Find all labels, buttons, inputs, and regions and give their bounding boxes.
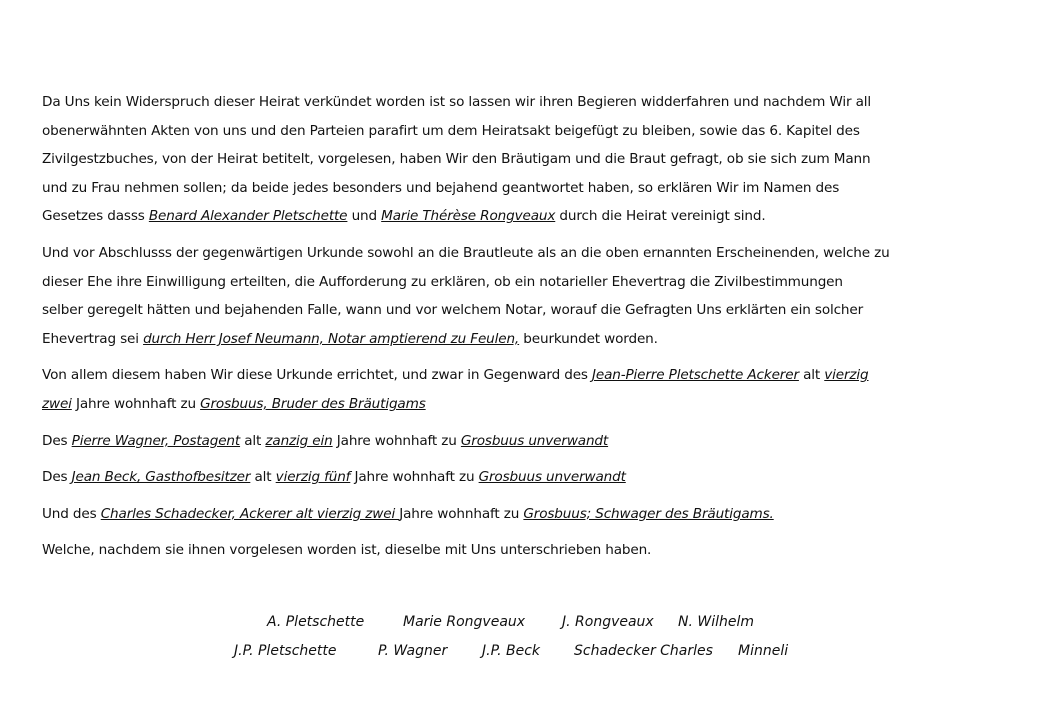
text-fragment: Von allem diesem haben Wir diese Urkunde errichtet, und zwar in Gegenward des	[42, 367, 593, 384]
signature: Schadecker Charles	[574, 643, 713, 659]
paragraph-closing	[42, 536, 1002, 565]
witness-age: vierzig fünf	[275, 469, 351, 486]
witness-name: Jean-Pierre Pletschette Ackerer	[592, 367, 799, 384]
text-fragment: beurkundet worden.	[519, 330, 658, 347]
paragraph-witness-2	[42, 427, 1002, 456]
text-fragment: Jahre wohnhaft zu	[399, 505, 524, 522]
text-line: obenerwähnten Akten von uns und den Parteien parafirt um dem Heiratsakt beigefügt zu bleiben, sowie das 6. Kapitel des	[42, 122, 860, 139]
text-line: und zu Frau nehmen sollen; da beide jedes besonders und bejahend geantwortet haben, so erklären Wir im Namen des	[42, 179, 840, 196]
witness-age: zwei	[42, 395, 72, 412]
text-line: selber geregelt hätten und bejahenden Falle, wann und vor welchem Notar, worauf die Gefragten Uns erklärten ein solcher	[42, 302, 864, 319]
text-line	[42, 500, 1002, 529]
text-line	[42, 427, 1002, 456]
text-fragment: alt	[250, 469, 276, 486]
text-fragment: und	[347, 208, 382, 225]
text-fragment: Ehevertrag sei	[42, 330, 144, 347]
paragraph-marriage-contract	[42, 239, 1002, 353]
signature: P. Wagner	[378, 643, 448, 659]
text-fragment: Jahre wohnhaft zu	[350, 469, 479, 486]
signature: J.P. Beck	[482, 643, 541, 659]
text-line	[42, 390, 1002, 419]
witness-place: Grosbuus; Schwager des Bräutigams.	[523, 505, 774, 522]
signature: N. Wilhelm	[678, 614, 755, 630]
text-fragment: Des	[42, 432, 72, 449]
text-line	[42, 202, 1002, 231]
bride-name: Marie Thérèse Rongveaux	[381, 208, 556, 225]
witness-age: zanzig ein	[265, 432, 333, 449]
groom-name: Benard Alexander Pletschette	[148, 208, 348, 225]
text-line: Da Uns kein Widerspruch dieser Heirat verkündet worden ist so lassen wir ihren Begieren widderfahren und nachdem Wir all	[42, 94, 872, 110]
text-line: Zivilgestzbuches, von der Heirat betitelt, vorgelesen, haben Wir den Bräutigam und die Braut gefragt, ob sie sich zum Mann	[42, 151, 871, 168]
text-fragment: alt	[798, 367, 825, 384]
paragraph-witness-3	[42, 463, 1002, 492]
witness-name: Jean Beck, Gasthofbesitzer	[71, 469, 251, 486]
document-body	[42, 88, 1002, 573]
text-line: Welche, nachdem sie ihnen vorgelesen worden ist, dieselbe mit Uns unterschrieben haben.	[42, 542, 652, 559]
text-fragment: Des	[42, 469, 72, 486]
text-line	[42, 325, 1002, 354]
text-fragment: Jahre wohnhaft zu	[71, 395, 201, 412]
signature: A. Pletschette	[267, 614, 365, 630]
text-line	[42, 361, 1002, 390]
signature: Minneli	[738, 643, 789, 659]
signature: J.P. Pletschette	[234, 643, 337, 659]
text-fragment: durch die Heirat vereinigt sind.	[555, 208, 766, 225]
witness-age: vierzig	[824, 367, 869, 384]
paragraph-witness-1	[42, 361, 1002, 418]
signature: Marie Rongveaux	[403, 614, 526, 630]
witness-name: Pierre Wagner, Postagent	[71, 432, 241, 449]
witness-place: Grosbuus unverwandt	[460, 432, 609, 449]
text-fragment: Jahre wohnhaft zu	[332, 432, 461, 449]
witness-name: Charles Schadecker, Ackerer alt vierzig zwei	[100, 505, 400, 522]
witness-place: Grosbuus, Bruder des Bräutigams	[200, 395, 426, 412]
text-fragment: alt	[240, 432, 266, 449]
text-fragment: Und des	[42, 505, 101, 522]
paragraph-witness-4	[42, 500, 1002, 529]
signature: J. Rongveaux	[562, 614, 654, 630]
text-fragment: Gesetzes dasss	[42, 208, 149, 225]
notary-info: durch Herr Josef Neumann, Notar amptierend zu Feulen,	[143, 330, 520, 347]
text-line	[42, 463, 1002, 492]
paragraph-marriage-declaration	[42, 88, 1002, 231]
text-line: dieser Ehe ihre Einwilligung erteilten, die Aufforderung zu erklären, ob ein notarieller Ehevertrag die Zivilbestimmungen	[42, 273, 843, 290]
text-line: Und vor Abschlusss der gegenwärtigen Urkunde sowohl an die Brautleute als an die oben ernannten Erscheinenden, welche zu	[42, 244, 890, 261]
witness-place: Grosbuus unverwandt	[478, 469, 626, 486]
